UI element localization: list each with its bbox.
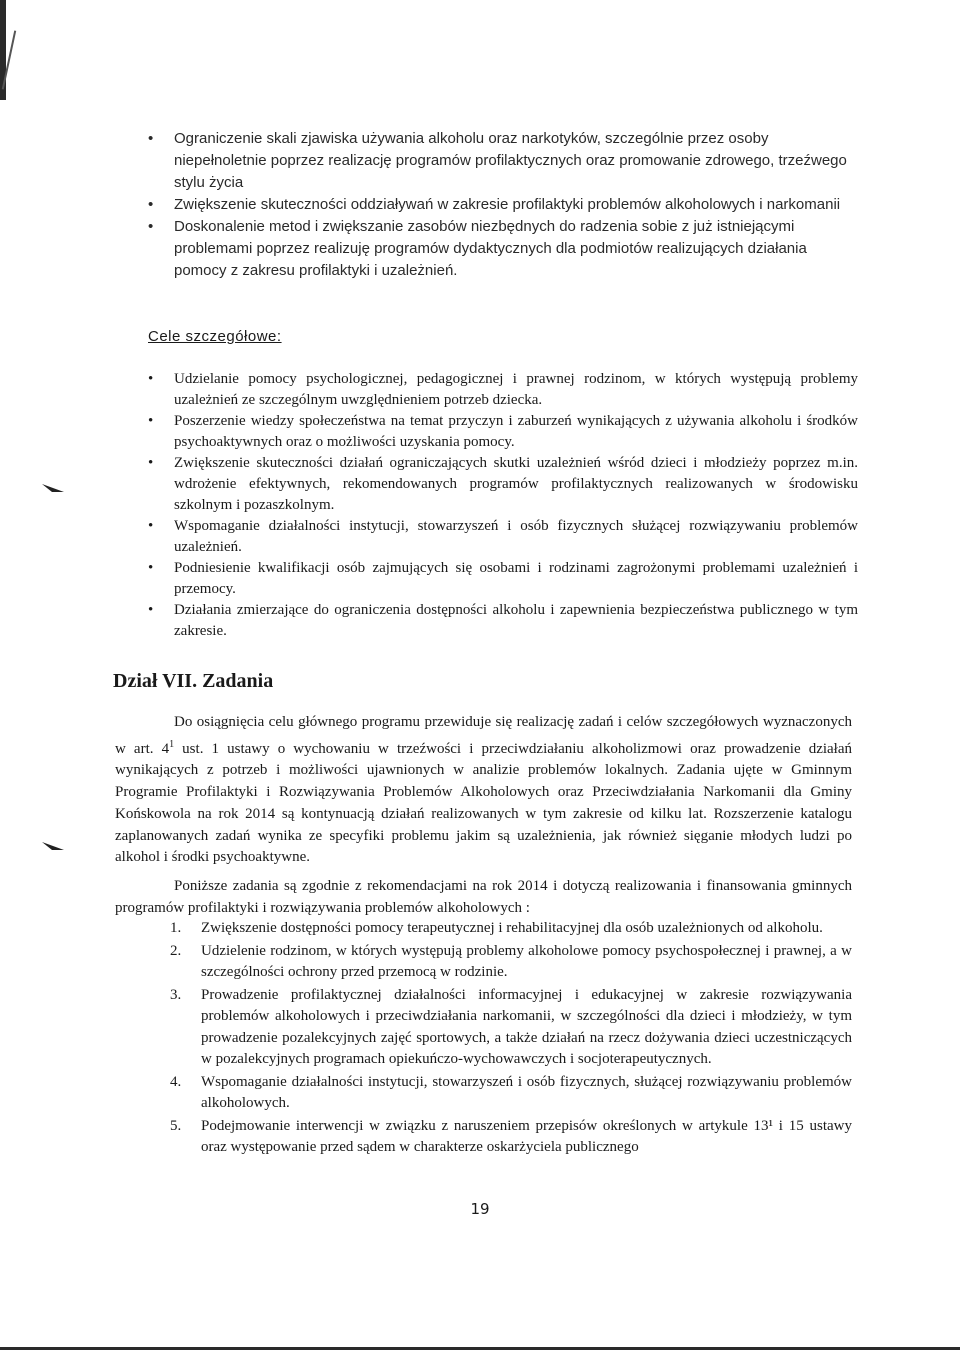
task-text: Zwiększenie dostępności pomocy terapeutycznej i rehabilitacyjnej dla osób uzależnionych od alkoholu. (201, 920, 823, 936)
goal-item: • Doskonalenie metod i zwiększanie zasobów niezbędnych do radzenia sobie z już istniejącymi problemami poprzez realizuję programów dydaktycznych dla podmiotów realizujących działania pomocy z zakresu profilaktyki i uzależnień. (148, 216, 858, 282)
goal-item: • Ograniczenie skali zjawiska używania alkoholu oraz narkotyków, szczególnie przez osoby niepełnoletnie poprzez realizację programów profilaktycznych oraz promowanie zdrowego, trzeźwego stylu życia (148, 128, 858, 194)
tasks-list (170, 918, 852, 1160)
specific-goal-item: • Zwiększenie skuteczności działań ograniczających skutki uzależnień wśród dzieci i młodzieży poprzez m.in. wdrożenie efektywnych, rekomendowanych programów profilaktycznych realizowanych w środowisku szkolnym i pozaszkolnym. (148, 453, 858, 516)
task-item (170, 918, 852, 940)
goal-item: • Zwiększenie skuteczności oddziaływań w zakresie profilaktyki problemów alkoholowych i narkomanii (148, 194, 858, 216)
tasks-intro-paragraph: Poniższe zadania są zgodnie z rekomendacjami na rok 2014 i dotyczą realizowania i finansowania gminnych programów profilaktyki i rozwiązywania problemów alkoholowych : (115, 878, 852, 916)
scan-bottom-edge (0, 1347, 960, 1350)
page-number: 19 (470, 1200, 490, 1218)
intro-paragraph-end: ust. 1 ustawy o wychowaniu w trzeźwości i przeciwdziałaniu alkoholizmowi oraz prowadzenie działań wynikających z potrzeb i możliwości ujawnionych w analizie problemów lokalnych. Zadania ujęte w Gminnym Programie Profilaktyki i Rozwiązywania Problemów Alkoholowych oraz Przeciwdziałania Narkomanii dla Gminy Końskowola na rok 2014 są kontynuacją działań realizowanych w tym zakresie od kilku lat. Rozszerzenie katalogu zaplanowanych zadań wynika ze specyfiki problemu jakim są uzależnienia, jak również sięganie młodych ludzi po alkohol i środki psychoaktywne. (115, 740, 853, 866)
task-item (170, 941, 852, 984)
task-text: Podejmowanie interwencji w związku z naruszeniem przepisów określonych w artykule 13¹ i 15 ustawy oraz występowanie przed sądem w charakterze oskarżyciela publicznego (201, 1117, 852, 1155)
specific-goals-heading: Cele szczegółowe: (148, 328, 282, 345)
intro-paragraph-start: Do osiągnięcia celu głównego programu przewiduje się realizację zadań i celów szczegółowych wyznaczonych w art. 4 (115, 714, 852, 757)
specific-goal-item: • Działania zmierzające do ograniczenia dostępności alkoholu i zapewnienia bezpieczeństwa publicznego w tym zakresie. (148, 600, 858, 642)
goals-continued-list (148, 128, 858, 282)
task-number: 4. (170, 1073, 182, 1090)
task-item (170, 1072, 852, 1115)
task-item (170, 985, 852, 1071)
task-number: 5. (170, 1117, 182, 1134)
footnote-superscript: 1 (169, 738, 175, 750)
section-title: Dział VII. Zadania (113, 670, 274, 692)
binder-arrow-icon (42, 841, 64, 851)
specific-goals-list (148, 369, 858, 642)
task-number: 1. (170, 920, 182, 936)
specific-goal-item: • Udzielanie pomocy psychologicznej, pedagogicznej i prawnej rodzinom, w których występują problemy uzależnień ze szczególnym uwzględnieniem potrzeb dziecka. (148, 369, 858, 411)
task-text: Udzielenie rodzinom, w których występują problemy alkoholowe pomocy psychospołecznej i prawnej, a w szczególności ochrony przed przemocą w rodzinie. (201, 942, 852, 980)
task-text: Wspomaganie działalności instytucji, stowarzyszeń i osób fizycznych, służącej rozwiązywaniu problemów alkoholowych. (201, 1073, 852, 1111)
task-number: 2. (170, 942, 182, 959)
task-number: 3. (170, 986, 182, 1003)
binder-arrow-icon (42, 483, 64, 493)
task-item (170, 1116, 852, 1159)
specific-goal-item: • Podniesienie kwalifikacji osób zajmujących się osobami i rodzinami zagrożonymi problemami uzależnień i przemocy. (148, 558, 858, 600)
task-text: Prowadzenie profilaktycznej działalności informacyjnej i edukacyjnej w zakresie rozwiązywania problemów alkoholowych i przeciwdziałania narkomanii, w szczególności dla dzieci i młodzieży, w tym prowadzenie pozalekcyjnych zajęć sportowych, a także działań na rzecz dożywania dzieci uczestniczących w pozalekcyjnych programach opiekuńczo-wychowawczych i socjoterapeutycznych. (201, 986, 852, 1067)
intro-paragraph (115, 712, 852, 869)
specific-goal-item: • Wspomaganie działalności instytucji, stowarzyszeń i osób fizycznych służącej rozwiązywaniu problemów uzależnień. (148, 516, 858, 558)
specific-goal-item: • Poszerzenie wiedzy społeczeństwa na temat przyczyn i zaburzeń wynikających z używania alkoholu i środków psychoaktywnych oraz o możliwości uzyskania pomocy. (148, 411, 858, 453)
